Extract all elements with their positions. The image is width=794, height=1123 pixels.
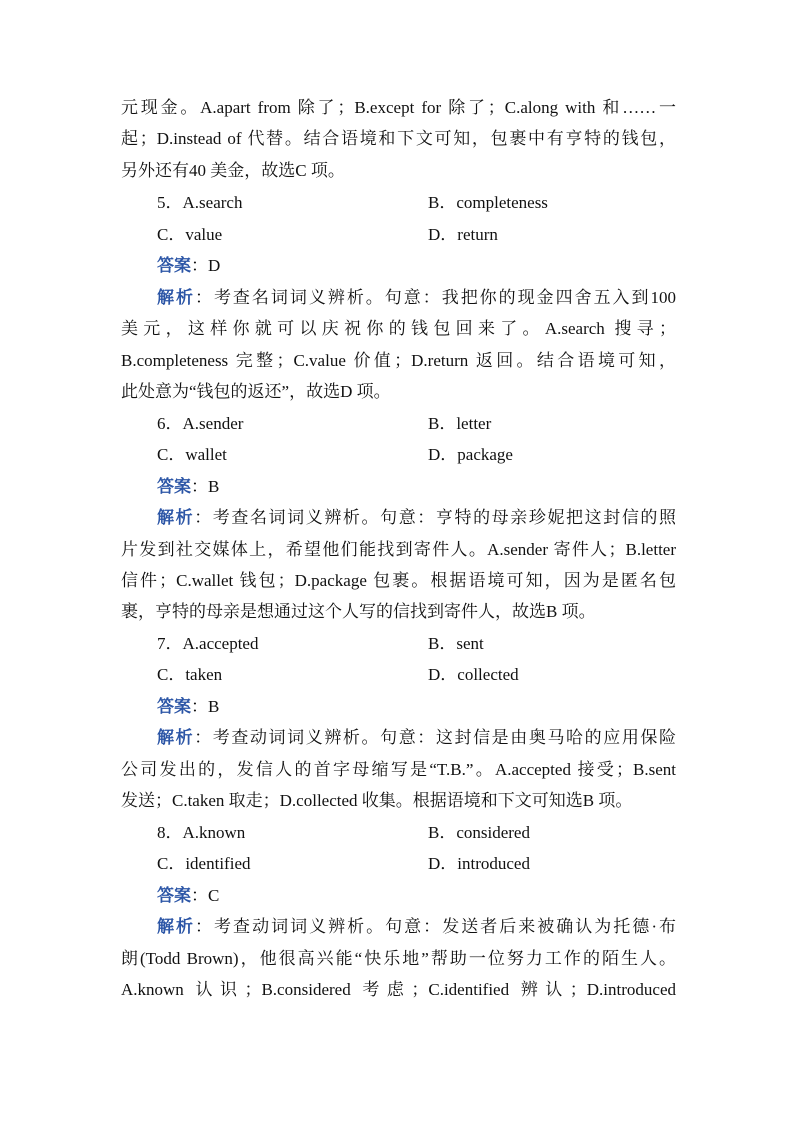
q4-analysis-line-1: 元现金。A.apart from 除了；B.except for 除了；C.along with 和……一 [121, 98, 676, 117]
q7-analysis-text-1: ：考查动词词义辨析。句意：这封信是由奥马哈的应用保险 [194, 728, 677, 747]
analysis-label: 解析 [157, 917, 196, 936]
q5-option-b: B．completeness [428, 193, 548, 212]
answer-label: 答案 [157, 886, 191, 905]
q5-option-d: D．return [428, 225, 498, 244]
answer-label: 答案 [157, 477, 191, 496]
q5-answer [157, 255, 220, 277]
q6-answer-value: ：B [191, 477, 220, 496]
answer-label: 答案 [157, 256, 191, 275]
q8-analysis-line-3: A.known 认识；B.considered 考虑；C.identified 辨认；D.introduced [121, 980, 676, 999]
q7-answer-value: ：B [191, 697, 220, 716]
analysis-label: 解析 [157, 728, 195, 747]
q4-analysis-line-3: 另外还有40 美金，故选C 项。 [121, 161, 345, 180]
q6-option-d: D．package [428, 445, 513, 464]
q6-analysis-line-3: 信件；C.wallet 钱包；D.package 包裹。根据语境可知，因为是匿名包 [121, 571, 676, 590]
analysis-label: 解析 [157, 288, 195, 307]
q7-answer [157, 696, 219, 718]
q8-analysis-line-1 [157, 916, 676, 938]
q6-analysis-line-2: 片发到社交媒体上，希望他们能找到寄件人。A.sender 寄件人；B.letter [121, 540, 676, 559]
q7-analysis-line-1 [157, 727, 676, 749]
q7-option-d: D．collected [428, 665, 519, 684]
q5-option-a: 5．A.search [157, 193, 243, 212]
q5-analysis-line-3: B.completeness 完整；C.value 价值；D.return 返回。结合语境可知， [121, 351, 676, 370]
q6-analysis-text-1: ：考查名词词义辨析。句意：亨特的母亲珍妮把这封信的照 [194, 508, 677, 527]
q6-option-a: 6．A.sender [157, 414, 244, 433]
q8-answer-value: ：C [191, 886, 220, 905]
q8-option-a: 8．A.known [157, 823, 246, 842]
analysis-label: 解析 [157, 508, 195, 527]
q7-option-c: C．taken [157, 665, 223, 684]
q5-analysis-text-1: ：考查名词词义辨析。句意：我把你的现金四舍五入到100 [194, 288, 677, 307]
q8-analysis-line-2: 朗(Todd Brown)，他很高兴能“快乐地”帮助一位努力工作的陌生人。 [121, 949, 676, 968]
q4-analysis-line-2: 起；D.instead of 代替。结合语境和下文可知，包裹中有亨特的钱包， [121, 129, 676, 148]
q6-option-c: C．wallet [157, 445, 227, 464]
q5-analysis-line-4: 此处意为“钱包的返还”，故选D 项。 [121, 382, 391, 401]
q5-analysis-line-1 [157, 287, 676, 309]
q6-option-b: B．letter [428, 414, 492, 433]
q5-answer-value: ：D [191, 256, 221, 275]
q5-analysis-line-2: 美元，这样你就可以庆祝你的钱包回来了。A.search 搜寻； [121, 319, 676, 338]
q7-option-b: B．sent [428, 634, 484, 653]
q5-option-c: C．value [157, 225, 223, 244]
q7-analysis-line-3: 发送；C.taken 取走；D.collected 收集。根据语境和下文可知选B 项。 [121, 791, 633, 810]
q6-analysis-line-4: 裹，亨特的母亲是想通过这个人写的信找到寄件人，故选B 项。 [121, 602, 596, 621]
q8-answer [157, 885, 219, 907]
q7-analysis-line-2: 公司发出的，发信人的首字母缩写是“T.B.”。A.accepted 接受；B.sent [121, 760, 676, 779]
q6-analysis-line-1 [157, 507, 676, 529]
q8-option-c: C．identified [157, 854, 251, 873]
q8-analysis-text-1: ：考查动词词义辨析。句意：发送者后来被确认为托德·布 [195, 917, 676, 936]
answer-label: 答案 [157, 697, 191, 716]
q8-option-b: B．considered [428, 823, 530, 842]
q6-answer [157, 476, 219, 498]
q7-option-a: 7．A.accepted [157, 634, 259, 653]
q8-option-d: D．introduced [428, 854, 530, 873]
